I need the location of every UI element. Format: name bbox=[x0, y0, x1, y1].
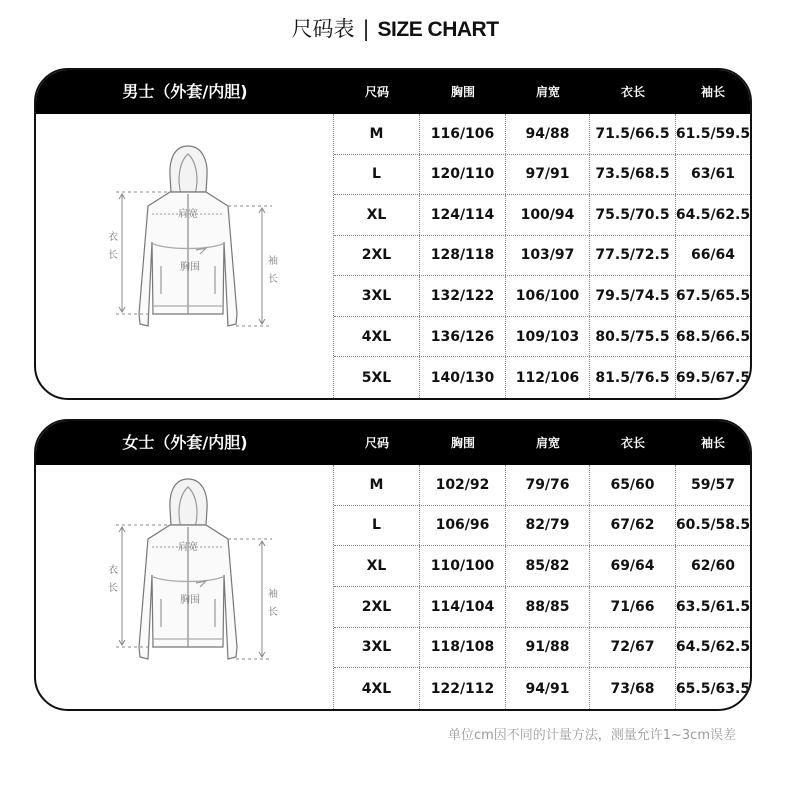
cell-length: 81.5/76.5 bbox=[590, 357, 676, 398]
men-size-card bbox=[34, 68, 752, 400]
length-label-2: 长 bbox=[108, 583, 118, 594]
table-row bbox=[334, 236, 750, 277]
women-table-body bbox=[36, 465, 750, 709]
cell-chest: 136/126 bbox=[420, 317, 506, 357]
table-row bbox=[334, 195, 750, 236]
cell-shoulder: 91/88 bbox=[506, 628, 590, 668]
cell-size: 2XL bbox=[334, 236, 420, 276]
cell-size: 5XL bbox=[334, 357, 420, 398]
cell-chest: 114/104 bbox=[420, 587, 506, 627]
jacket-outline bbox=[139, 479, 237, 659]
cell-size: 4XL bbox=[334, 317, 420, 357]
women-title: 女士（外套/内胆) bbox=[122, 433, 248, 452]
table-row bbox=[334, 465, 750, 506]
men-table-body bbox=[36, 114, 750, 398]
table-row bbox=[334, 155, 750, 196]
cell-chest: 116/106 bbox=[420, 114, 506, 154]
cell-chest: 140/130 bbox=[420, 357, 506, 398]
table-row bbox=[334, 587, 750, 628]
title-cn: 尺码表 bbox=[291, 17, 355, 41]
length-label-1: 衣 bbox=[108, 565, 118, 576]
col-header-sleeve: 袖长 bbox=[700, 85, 725, 99]
cell-length: 71.5/66.5 bbox=[590, 114, 676, 154]
cell-shoulder: 103/97 bbox=[506, 236, 590, 276]
col-header-size: 尺码 bbox=[364, 85, 389, 99]
cell-sleeve: 67.5/65.5 bbox=[675, 288, 751, 305]
cell-chest: 132/122 bbox=[420, 276, 506, 316]
cell-shoulder: 94/88 bbox=[506, 114, 590, 154]
jacket-diagram-icon bbox=[36, 465, 334, 709]
sleeve-label-1: 袖 bbox=[268, 256, 278, 267]
cell-sleeve: 68.5/66.5 bbox=[675, 328, 751, 345]
cell-length: 73.5/68.5 bbox=[590, 155, 676, 195]
col-header-chest: 胸围 bbox=[450, 85, 475, 99]
cell-shoulder: 94/91 bbox=[506, 668, 590, 709]
cell-size: 2XL bbox=[334, 587, 420, 627]
men-title: 男士（外套/内胆) bbox=[122, 82, 248, 101]
col-header-length: 衣长 bbox=[620, 85, 645, 99]
col-header-shoulder: 肩宽 bbox=[535, 85, 560, 99]
cell-shoulder: 106/100 bbox=[506, 276, 590, 316]
cell-length: 77.5/72.5 bbox=[590, 236, 676, 276]
men-header bbox=[36, 70, 750, 114]
cell-length: 73/68 bbox=[590, 668, 676, 709]
cell-sleeve: 63/61 bbox=[690, 166, 736, 183]
cell-shoulder: 88/85 bbox=[506, 587, 590, 627]
cell-size: M bbox=[334, 465, 420, 505]
cell-length: 79.5/74.5 bbox=[590, 276, 676, 316]
chest-label: 胸围 bbox=[180, 595, 200, 606]
cell-length: 80.5/75.5 bbox=[590, 317, 676, 357]
cell-chest: 128/118 bbox=[420, 236, 506, 276]
jacket-diagram-icon bbox=[36, 114, 334, 398]
cell-size: XL bbox=[334, 195, 420, 235]
cell-sleeve: 62/60 bbox=[690, 558, 736, 575]
cell-chest: 120/110 bbox=[420, 155, 506, 195]
col-header-shoulder: 肩宽 bbox=[535, 436, 560, 450]
cell-shoulder: 79/76 bbox=[506, 465, 590, 505]
table-row bbox=[334, 114, 750, 155]
cell-shoulder: 112/106 bbox=[506, 357, 590, 398]
cell-chest: 110/100 bbox=[420, 546, 506, 586]
cell-chest: 124/114 bbox=[420, 195, 506, 235]
women-size-card bbox=[34, 419, 752, 711]
cell-size: L bbox=[334, 155, 420, 195]
cell-sleeve: 60.5/58.5 bbox=[675, 517, 751, 534]
table-row bbox=[334, 546, 750, 587]
cell-length: 65/60 bbox=[590, 465, 676, 505]
cell-size: M bbox=[334, 114, 420, 154]
cell-size: 3XL bbox=[334, 276, 420, 316]
col-header-size: 尺码 bbox=[364, 436, 389, 450]
cell-sleeve: 64.5/62.5 bbox=[675, 206, 751, 223]
cell-chest: 118/108 bbox=[420, 628, 506, 668]
title-en: SIZE CHART bbox=[377, 18, 499, 41]
women-header bbox=[36, 421, 750, 465]
cell-chest: 122/112 bbox=[420, 668, 506, 709]
cell-length: 75.5/70.5 bbox=[590, 195, 676, 235]
length-label-1: 衣 bbox=[108, 232, 118, 243]
table-row bbox=[334, 357, 750, 398]
cell-size: L bbox=[334, 506, 420, 546]
table-row bbox=[334, 506, 750, 547]
cell-chest: 106/96 bbox=[420, 506, 506, 546]
table-row bbox=[334, 276, 750, 317]
title-separator: | bbox=[362, 17, 370, 41]
cell-size: XL bbox=[334, 546, 420, 586]
women-jacket-figure bbox=[36, 465, 334, 709]
cell-sleeve: 61.5/59.5 bbox=[675, 125, 751, 142]
cell-sleeve: 66/64 bbox=[690, 247, 736, 264]
cell-length: 72/67 bbox=[590, 628, 676, 668]
cell-size: 4XL bbox=[334, 668, 420, 709]
table-row bbox=[334, 317, 750, 358]
cell-shoulder: 109/103 bbox=[506, 317, 590, 357]
cell-chest: 102/92 bbox=[420, 465, 506, 505]
cell-length: 67/62 bbox=[590, 506, 676, 546]
cell-sleeve: 63.5/61.5 bbox=[675, 598, 751, 615]
shoulder-label: 肩宽 bbox=[178, 542, 198, 553]
cell-sleeve: 69.5/67.5 bbox=[675, 369, 751, 386]
col-header-length: 衣长 bbox=[620, 436, 645, 450]
cell-sleeve: 65.5/63.5 bbox=[675, 680, 751, 697]
length-label-2: 长 bbox=[108, 250, 118, 261]
table-row bbox=[334, 628, 750, 669]
cell-length: 71/66 bbox=[590, 587, 676, 627]
col-header-chest: 胸围 bbox=[450, 436, 475, 450]
jacket-outline bbox=[139, 146, 237, 326]
men-jacket-figure bbox=[36, 114, 334, 398]
col-header-sleeve: 袖长 bbox=[700, 436, 725, 450]
chest-label: 胸围 bbox=[180, 262, 200, 273]
cell-shoulder: 85/82 bbox=[506, 546, 590, 586]
cell-shoulder: 97/91 bbox=[506, 155, 590, 195]
cell-sleeve: 59/57 bbox=[690, 476, 736, 493]
sleeve-label-2: 长 bbox=[268, 607, 278, 618]
page-title bbox=[0, 14, 790, 44]
cell-shoulder: 100/94 bbox=[506, 195, 590, 235]
cell-size: 3XL bbox=[334, 628, 420, 668]
shoulder-label: 肩宽 bbox=[178, 209, 198, 220]
table-row bbox=[334, 668, 750, 709]
cell-sleeve: 64.5/62.5 bbox=[675, 639, 751, 656]
sleeve-label-2: 长 bbox=[268, 274, 278, 285]
footnote: 单位cm因不同的计量方法，测量允许1~3cm误差 bbox=[447, 728, 736, 743]
sleeve-label-1: 袖 bbox=[268, 589, 278, 600]
cell-length: 69/64 bbox=[590, 546, 676, 586]
cell-shoulder: 82/79 bbox=[506, 506, 590, 546]
